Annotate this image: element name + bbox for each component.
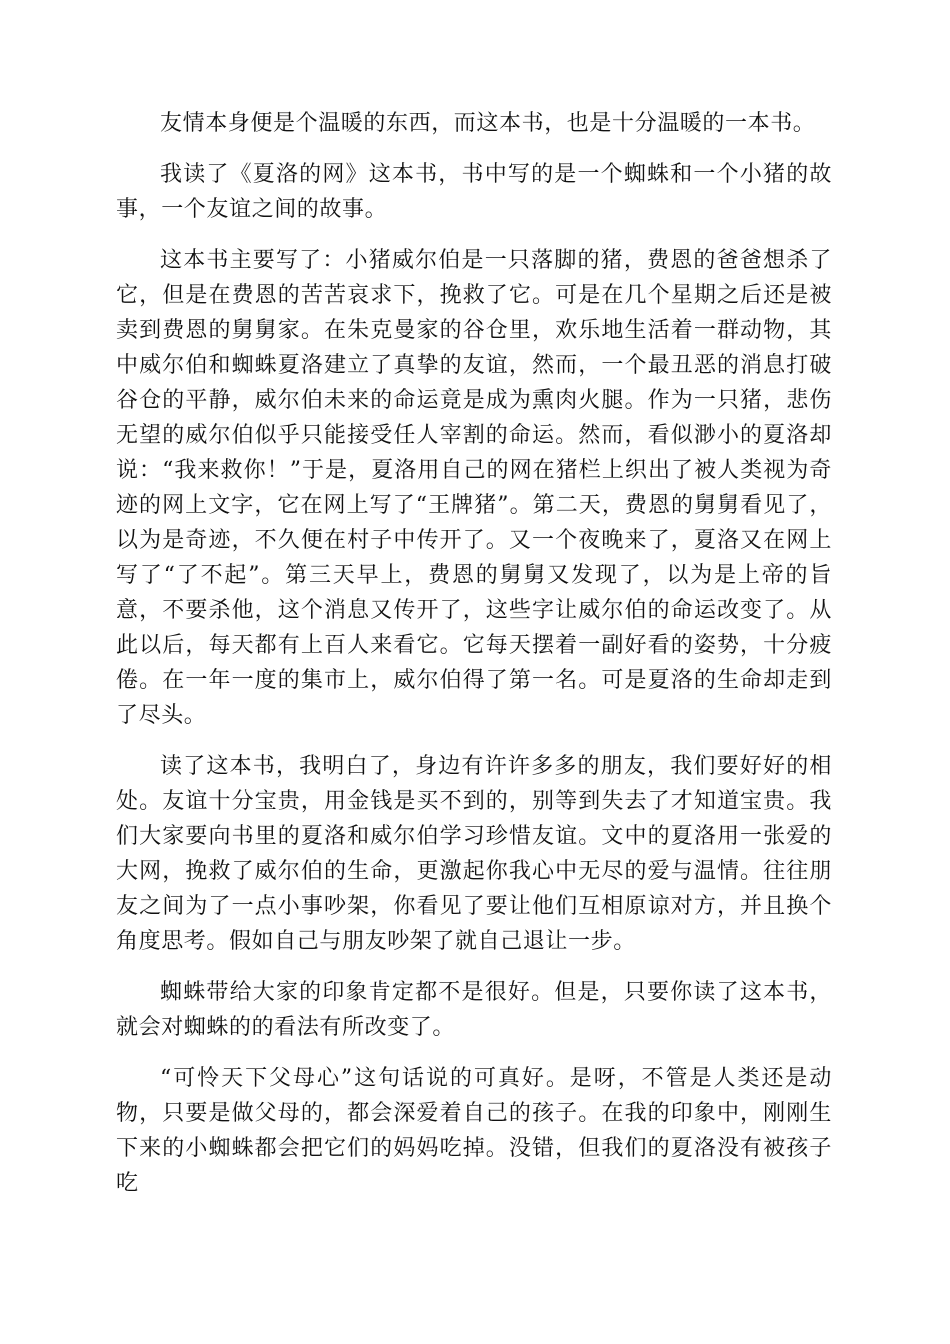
paragraph-4: 读了这本书，我明白了，身边有许许多多的朋友，我们要好好的相处。友谊十分宝贵，用金钱是买不到的，别等到失去了才知道宝贵。我们大家要向书里的夏洛和威尔伯学习珍惜友谊。文中的夏洛用一张爱的大网，挽救了威尔伯的生命，更激起你我心中无尽的爱与温情。往往朋友之间为了一点小事吵架，你看见了要让他们互相原谅对方，并且换个角度思考。假如自己与朋友吵架了就自己退让一步。 xyxy=(116,754,832,954)
paragraph-2: 我读了《夏洛的网》这本书，书中写的是一个蜘蛛和一个小猪的故事，一个友谊之间的故事。 xyxy=(116,162,832,222)
paragraph-5: 蜘蛛带给大家的印象肯定都不是很好。但是，只要你读了这本书，就会对蜘蛛的的看法有所改变了。 xyxy=(116,980,832,1040)
document-body xyxy=(116,106,832,1217)
paragraph-6: “可怜天下父母心”这句话说的可真好。是呀，不管是人类还是动物，只要是做父母的，都会深爱着自己的孩子。在我的印象中，刚刚生下来的小蜘蛛都会把它们的妈妈吃掉。没错，但我们的夏洛没有被孩子吃 xyxy=(116,1066,832,1196)
paragraph-3: 这本书主要写了：小猪威尔伯是一只落脚的猪，费恩的爸爸想杀了它，但是在费恩的苦苦哀求下，挽救了它。可是在几个星期之后还是被卖到费恩的舅舅家。在朱克曼家的谷仓里，欢乐地生活着一群动物，其中威尔伯和蜘蛛夏洛建立了真挚的友谊，然而，一个最丑恶的消息打破谷仓的平静，威尔伯未来的命运竟是成为熏肉火腿。作为一只猪，悲伤无望的威尔伯似乎只能接受任人宰割的命运。然而，看似渺小的夏洛却说：“我来救你！”于是，夏洛用自己的网在猪栏上织出了被人类视为奇迹的网上文字，它在网上写了“王牌猪”。第二天，费恩的舅舅看见了，以为是奇迹，不久便在村子中传开了。又一个夜晚来了，夏洛又在网上写了“了不起”。第三天早上，费恩的舅舅又发现了，以为是上帝的旨意，不要杀他，这个消息又传开了，这些字让威尔伯的命运改变了。从此以后，每天都有上百人来看它。它每天摆着一副好看的姿势，十分疲倦。在一年一度的集市上，威尔伯得了第一名。可是夏洛的生命却走到了尽头。 xyxy=(116,248,832,728)
paragraph-1: 友情本身便是个温暖的东西，而这本书，也是十分温暖的一本书。 xyxy=(160,111,816,136)
